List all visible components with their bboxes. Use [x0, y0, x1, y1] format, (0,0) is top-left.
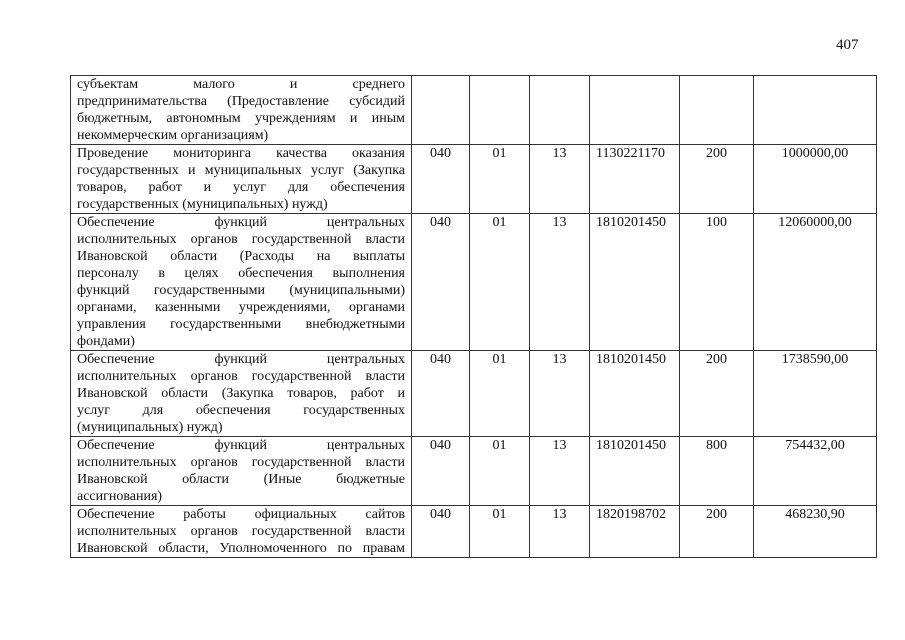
table-row — [71, 214, 877, 351]
ministry-code-cell: 040 — [412, 437, 470, 506]
amount-cell: 468230,90 — [754, 506, 877, 558]
amount-cell: 1000000,00 — [754, 145, 877, 214]
section-code-cell: 01 — [470, 351, 530, 437]
target-article-cell — [590, 76, 680, 145]
subsection-code-cell: 13 — [530, 145, 590, 214]
expense-name-cell — [71, 506, 412, 558]
expense-type-cell: 200 — [680, 351, 754, 437]
expense-name-line: субъектам малого и среднего — [77, 77, 405, 92]
expense-name-line: Ивановской области (Расходы на выплаты — [77, 249, 405, 264]
expense-name-line: Проведение мониторинга качества оказания — [77, 146, 405, 161]
budget-table — [70, 75, 877, 558]
expense-name-line: Обеспечение функций центральных — [77, 352, 405, 367]
expense-name-line: управления государственными внебюджетными — [77, 317, 405, 332]
expense-name-cell — [71, 214, 412, 351]
ministry-code-cell: 040 — [412, 145, 470, 214]
ministry-code-cell — [412, 76, 470, 145]
expense-name-line: предпринимательства (Предоставление субсидий — [77, 94, 405, 109]
expense-name-line: Ивановской области, Уполномоченного по правам — [77, 541, 405, 556]
expense-name-line: некоммерческим организациям) — [77, 128, 269, 143]
expense-type-cell — [680, 76, 754, 145]
amount-cell — [754, 76, 877, 145]
expense-name-line: услуг для обеспечения государственных — [77, 403, 405, 418]
expense-name-line: исполнительных органов государственной власти — [77, 524, 405, 539]
expense-type-cell: 200 — [680, 506, 754, 558]
expense-name-line: исполнительных органов государственной власти — [77, 455, 405, 470]
expense-name-line: Обеспечение функций центральных — [77, 215, 405, 230]
subsection-code-cell: 13 — [530, 214, 590, 351]
expense-name-line: органами, казенными учреждениями, органами — [77, 300, 405, 315]
expense-name-line: исполнительных органов государственной власти — [77, 369, 405, 384]
expense-type-cell: 200 — [680, 145, 754, 214]
section-code-cell — [470, 76, 530, 145]
amount-cell: 12060000,00 — [754, 214, 877, 351]
expense-name-line: бюджетным, автономным учреждениям и иным — [77, 111, 405, 126]
table-row — [71, 145, 877, 214]
ministry-code-cell: 040 — [412, 214, 470, 351]
table-row — [71, 437, 877, 506]
amount-cell: 1738590,00 — [754, 351, 877, 437]
table-row — [71, 506, 877, 558]
ministry-code-cell: 040 — [412, 351, 470, 437]
subsection-code-cell — [530, 76, 590, 145]
expense-name-line: функций государственными (муниципальными) — [77, 283, 405, 298]
section-code-cell: 01 — [470, 506, 530, 558]
ministry-code-cell: 040 — [412, 506, 470, 558]
expense-name-line: персоналу в целях обеспечения выполнения — [77, 266, 405, 281]
expense-name-line: (муниципальных) нужд) — [77, 420, 223, 435]
budget-table-body — [71, 76, 877, 558]
expense-name-line: государственных (муниципальных) нужд) — [77, 197, 328, 212]
subsection-code-cell: 13 — [530, 437, 590, 506]
expense-name-line: Обеспечение функций центральных — [77, 438, 405, 453]
target-article-cell: 1810201450 — [590, 351, 680, 437]
table-row — [71, 351, 877, 437]
expense-name-cell — [71, 76, 412, 145]
expense-name-line: исполнительных органов государственной власти — [77, 232, 405, 247]
subsection-code-cell: 13 — [530, 506, 590, 558]
expense-name-cell — [71, 437, 412, 506]
target-article-cell: 1810201450 — [590, 437, 680, 506]
table-row — [71, 76, 877, 145]
expense-name-line: Обеспечение работы официальных сайтов — [77, 507, 405, 522]
expense-name-line: ассигнования) — [77, 489, 163, 504]
target-article-cell: 1820198702 — [590, 506, 680, 558]
expense-name-line: Ивановской области (Закупка товаров, работ и — [77, 386, 405, 401]
section-code-cell: 01 — [470, 145, 530, 214]
section-code-cell: 01 — [470, 437, 530, 506]
expense-name-line: товаров, работ и услуг для обеспечения — [77, 180, 405, 195]
page-number: 407 — [836, 37, 859, 53]
subsection-code-cell: 13 — [530, 351, 590, 437]
expense-type-cell: 100 — [680, 214, 754, 351]
expense-name-line: фондами) — [77, 334, 135, 349]
expense-name-cell — [71, 351, 412, 437]
amount-cell: 754432,00 — [754, 437, 877, 506]
expense-name-cell — [71, 145, 412, 214]
target-article-cell: 1130221170 — [590, 145, 680, 214]
expense-type-cell: 800 — [680, 437, 754, 506]
expense-name-line: государственных и муниципальных услуг (Закупка — [77, 163, 405, 178]
target-article-cell: 1810201450 — [590, 214, 680, 351]
expense-name-line: Ивановской области (Иные бюджетные — [77, 472, 405, 487]
section-code-cell: 01 — [470, 214, 530, 351]
